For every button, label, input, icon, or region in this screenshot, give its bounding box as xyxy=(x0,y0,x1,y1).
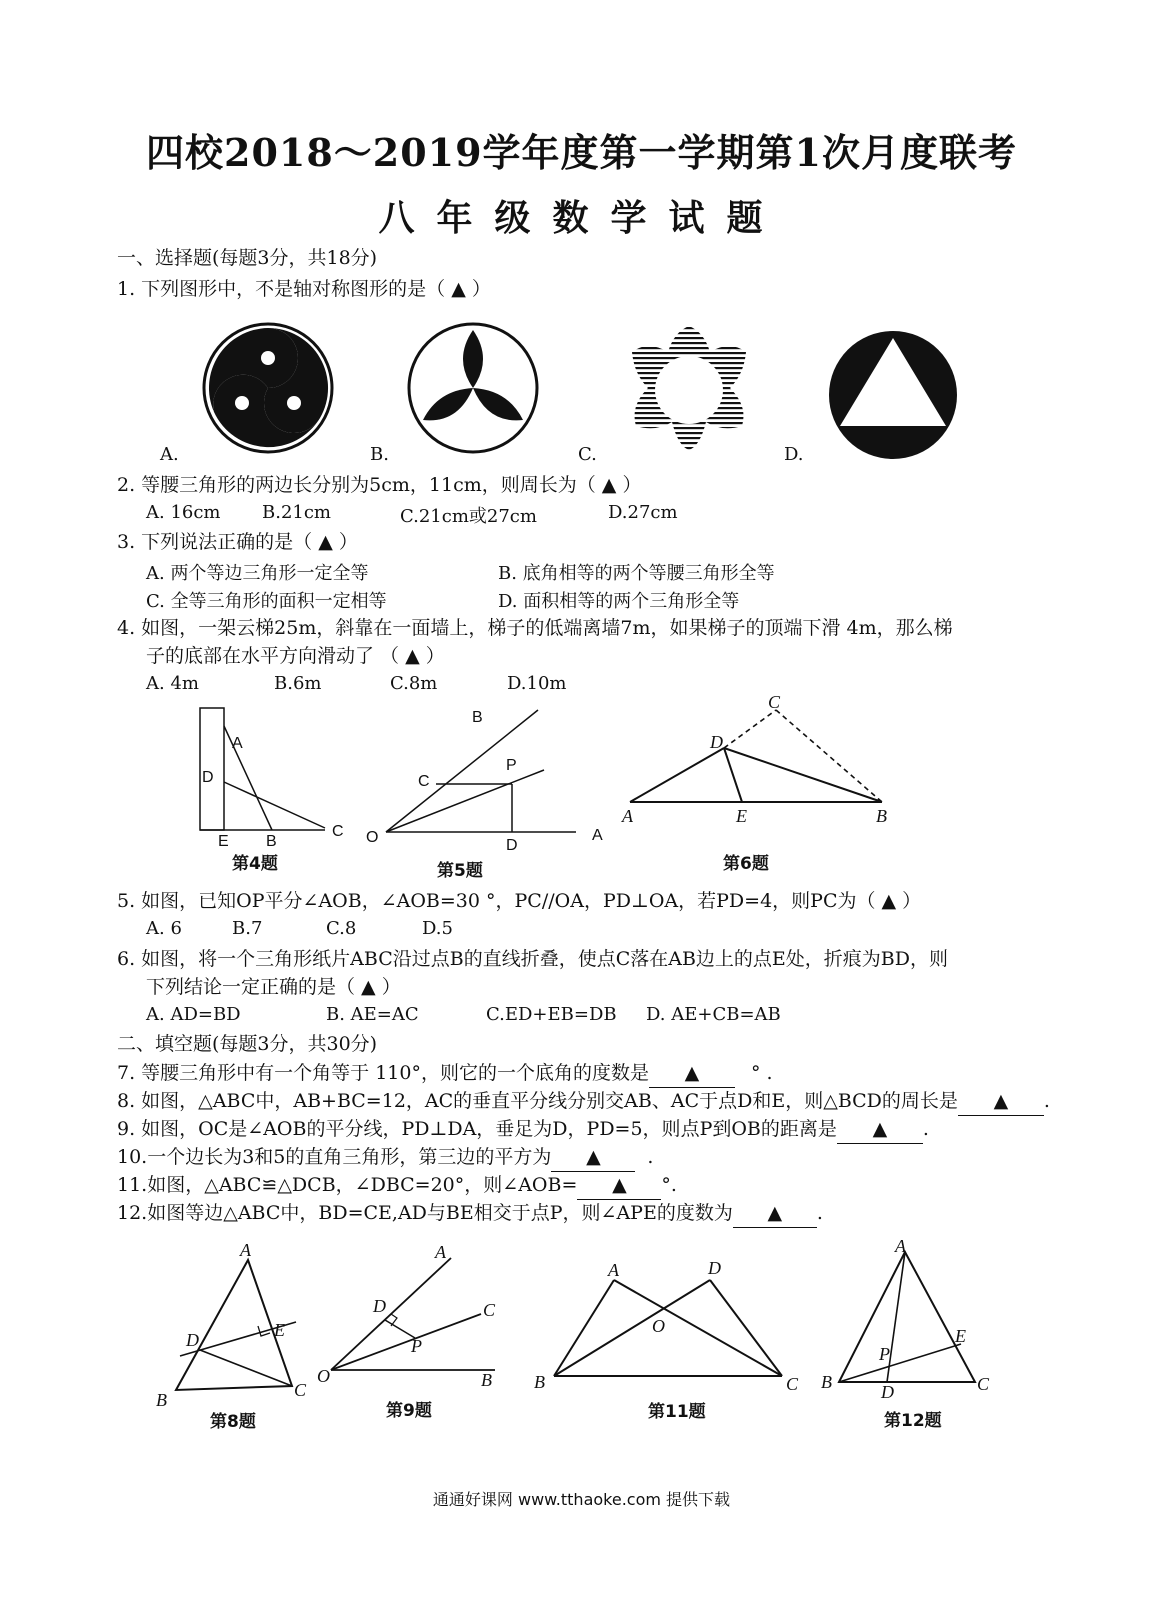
fig9-label-d: D xyxy=(373,1296,386,1316)
fig9-label-b: B xyxy=(481,1370,492,1390)
figure-11-caption: 第11题 xyxy=(648,1402,706,1422)
exam-subtitle: 八年级数学试题 xyxy=(378,197,785,239)
fig4-label-d: D xyxy=(202,769,214,786)
question-11 xyxy=(117,1171,677,1200)
section-1-heading: 一、选择题(每题3分，共18分) xyxy=(117,247,378,269)
fig8-label-e: E xyxy=(274,1320,285,1340)
q10-text: 10.一个边长为3和5的直角三角形，第三边的平方为 xyxy=(117,1146,552,1168)
question-9 xyxy=(117,1115,929,1144)
q5-option-c: C.8 xyxy=(326,918,357,939)
q8-text: 8. 如图，△ABC中，AB+BC=12，AC的垂直平分线分别交AB、AC于点D和E，则△BCD的周长是 xyxy=(117,1090,958,1112)
q3-option-d: D. 面积相等的两个三角形全等 xyxy=(498,591,740,612)
figure-11 xyxy=(530,1256,805,1396)
fig11-label-d: D xyxy=(708,1258,721,1278)
fig12-label-p: P xyxy=(879,1344,890,1364)
q2-option-a: A. 16cm xyxy=(146,502,221,523)
q2-option-d: D.27cm xyxy=(608,502,678,523)
fig11-label-a: A xyxy=(608,1260,619,1280)
q1-option-a-figure xyxy=(200,320,336,456)
q1-option-d-figure xyxy=(826,328,960,462)
q6-option-b: B. AE=AC xyxy=(326,1004,419,1025)
q1-option-a-label: A. xyxy=(160,444,179,465)
fig5-label-d: D xyxy=(506,837,518,854)
figure-12 xyxy=(815,1236,1000,1406)
q10-answer-blank[interactable]: ▲ xyxy=(551,1143,635,1172)
q1-option-c-label: C. xyxy=(578,444,597,465)
q10-after: . xyxy=(647,1146,654,1168)
q4-option-d: D.10m xyxy=(507,673,567,694)
fig4-label-e: E xyxy=(218,833,229,850)
fig8-label-b: B xyxy=(156,1390,167,1410)
question-8 xyxy=(117,1087,1050,1116)
figure-8-caption: 第8题 xyxy=(210,1412,256,1432)
q1-option-b-label: B. xyxy=(370,444,389,465)
fig4-label-c: C xyxy=(332,823,344,840)
question-6-text-line1: 6. 如图，将一个三角形纸片ABC沿过点B的直线折叠，使点C落在AB边上的点E处，折痕为BD，则 xyxy=(117,948,948,970)
figure-12-caption: 第12题 xyxy=(884,1411,942,1431)
q11-text: 11.如图，△ABC≌△DCB，∠DBC=20°，则∠AOB= xyxy=(117,1174,578,1196)
q8-answer-blank[interactable]: ▲ xyxy=(958,1087,1044,1116)
q7-answer-blank[interactable]: ▲ xyxy=(649,1059,735,1088)
exam-title: 四校2018～2019学年度第一学期第1次月度联考 xyxy=(146,130,1017,175)
question-1-text: 1. 下列图形中，不是轴对称图形的是（ ▲ ） xyxy=(117,278,491,300)
fig9-label-o: O xyxy=(317,1366,330,1386)
figure-5-caption: 第5题 xyxy=(437,861,483,881)
fig11-label-b: B xyxy=(534,1372,545,1392)
fig12-label-a: A xyxy=(895,1236,906,1256)
q9-answer-blank[interactable]: ▲ xyxy=(837,1115,923,1144)
figure-9-caption: 第9题 xyxy=(386,1401,432,1421)
fig12-label-e: E xyxy=(955,1326,966,1346)
fig6-label-c: C xyxy=(768,692,781,712)
question-7 xyxy=(117,1059,773,1088)
fig5-label-a: A xyxy=(592,827,603,844)
fig11-label-c: C xyxy=(786,1374,799,1394)
fig6-label-b: B xyxy=(876,806,887,826)
fig5-label-b: B xyxy=(472,709,483,726)
question-2-text: 2. 等腰三角形的两边长分别为5cm，11cm，则周长为（ ▲ ） xyxy=(117,474,642,496)
q9-text: 9. 如图，OC是∠AOB的平分线，PD⊥DA，垂足为D，PD=5，则点P到OB的距离是 xyxy=(117,1118,837,1140)
section-2-heading: 二、填空题(每题3分，共30分) xyxy=(117,1033,378,1055)
q3-option-c: C. 全等三角形的面积一定相等 xyxy=(146,591,387,612)
q1-option-c-figure xyxy=(618,322,760,454)
q5-option-b: B.7 xyxy=(232,918,263,939)
q8-after: . xyxy=(1043,1090,1050,1112)
fig12-label-c: C xyxy=(977,1374,990,1394)
question-4-text-line2: 子的底部在水平方向滑动了 （ ▲ ） xyxy=(146,645,445,667)
figure-4-caption: 第4题 xyxy=(232,854,278,874)
fig6-label-d: D xyxy=(710,732,723,752)
q6-option-d: D. AE+CB=AB xyxy=(646,1004,781,1025)
q6-option-c: C.ED+EB=DB xyxy=(486,1004,617,1025)
q3-option-b: B. 底角相等的两个等腰三角形全等 xyxy=(498,563,775,584)
question-12 xyxy=(117,1199,823,1228)
q1-option-d-label: D. xyxy=(784,444,804,465)
figure-6 xyxy=(618,690,908,830)
figure-9 xyxy=(315,1240,505,1390)
q4-option-b: B.6m xyxy=(274,673,322,694)
q2-option-b: B.21cm xyxy=(262,502,332,523)
fig5-label-c: C xyxy=(418,773,430,790)
figure-4 xyxy=(190,700,360,850)
fig9-label-c: C xyxy=(483,1300,496,1320)
q9-after: . xyxy=(922,1118,929,1140)
q3-option-a: A. 两个等边三角形一定全等 xyxy=(146,563,369,584)
q12-after: . xyxy=(816,1202,823,1224)
q4-option-c: C.8m xyxy=(390,673,438,694)
q5-option-a: A. 6 xyxy=(146,918,182,939)
question-6-text-line2: 下列结论一定正确的是（ ▲ ） xyxy=(146,976,401,998)
fig8-label-a: A xyxy=(240,1240,251,1260)
q12-text: 12.如图等边△ABC中，BD=CE,AD与BE相交于点P，则∠APE的度数为 xyxy=(117,1202,733,1224)
q11-answer-blank[interactable]: ▲ xyxy=(577,1171,661,1200)
question-5-text: 5. 如图，已知OP平分∠AOB，∠AOB=30 °，PC//OA，PD⊥OA，若PD=4，则PC为（ ▲ ） xyxy=(117,890,922,912)
question-10 xyxy=(117,1143,653,1172)
fig12-label-b: B xyxy=(821,1372,832,1392)
fig9-label-p: P xyxy=(411,1336,422,1356)
fig6-label-a: A xyxy=(622,806,633,826)
fig8-label-c: C xyxy=(294,1380,307,1400)
figure-6-caption: 第6题 xyxy=(723,854,769,874)
fig4-label-a: A xyxy=(232,735,243,752)
q2-option-c: C.21cm或27cm xyxy=(400,506,537,527)
q4-option-a: A. 4m xyxy=(146,673,199,694)
fig11-label-o: O xyxy=(652,1316,665,1336)
question-4-text-line1: 4. 如图，一架云梯25m，斜靠在一面墙上，梯子的低端离墙7m，如果梯子的顶端下滑 4m，那么梯 xyxy=(117,617,953,639)
q11-after: °. xyxy=(661,1174,677,1196)
q12-answer-blank[interactable]: ▲ xyxy=(733,1199,817,1228)
fig6-label-e: E xyxy=(736,806,747,826)
fig9-label-a: A xyxy=(435,1242,446,1262)
q1-option-b-figure xyxy=(405,320,541,456)
figure-8 xyxy=(150,1240,320,1410)
q5-option-d: D.5 xyxy=(422,918,453,939)
q7-text: 7. 等腰三角形中有一个角等于 110°，则它的一个底角的度数是 xyxy=(117,1062,649,1084)
fig5-label-o: O xyxy=(366,829,379,846)
fig5-label-p: P xyxy=(506,757,517,774)
fig4-label-b: B xyxy=(266,833,277,850)
fig12-label-d: D xyxy=(881,1382,894,1402)
footer-credit: 通通好课网 www.tthaoke.com 提供下载 xyxy=(432,1490,731,1509)
figure-5 xyxy=(362,700,612,860)
q6-option-a: A. AD=BD xyxy=(146,1004,241,1025)
q7-after: ° . xyxy=(750,1062,773,1084)
fig8-label-d: D xyxy=(186,1330,199,1350)
question-3-text: 3. 下列说法正确的是（ ▲ ） xyxy=(117,531,358,553)
